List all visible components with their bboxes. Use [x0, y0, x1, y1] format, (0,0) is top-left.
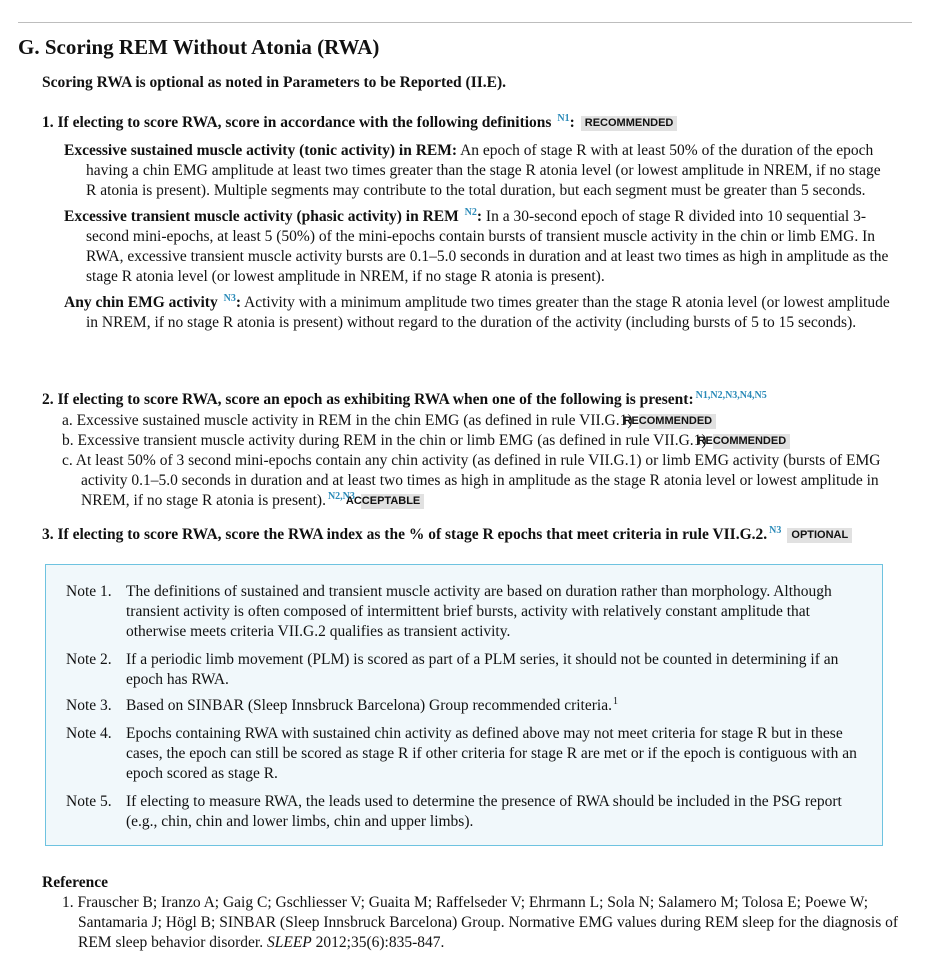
rule-1-heading: 1. If electing to score RWA, score in accordance with the following definitions $^{N1}$: RECOMMENDED: [42, 113, 677, 133]
definition-text: In a 30-second epoch of stage R divided into 10 sequential 3-second mini-epochs, at least 5 (50%) of the mini-epochs contain bursts of transient muscle activity in the chin or limb EMG. In RWA, excessive transient muscle activity bursts are 0.1–5.0 seconds in duration and at least two times as high in amplitude as the stage R atonia level (or lowest amplitude in NREM, if no stage R atonia is present).: [86, 208, 889, 285]
definition-transient-activity: Excessive transient muscle activity (phasic activity) in REM $^{N2}$: In a 30-second epoch of stage R divided into 10 sequential 3-second mini-epochs, at least 5 (50%) of the mini-epochs contain bursts of transient muscle activity in the chin or limb EMG. In RWA, excessive transient muscle activity bursts are 0.1–5.0 seconds in duration and at least two times as high in amplitude as the stage R atonia level (or lowest amplitude in NREM, if no stage R atonia is present).: [64, 206, 889, 285]
rule-1-heading-text: 1. If electing to score RWA, score in accordance with the following definitions: [42, 114, 552, 131]
definition-note-ref[interactable]: N2: [464, 206, 477, 218]
definition-sustained-activity: [64, 141, 894, 201]
definition-text: An epoch of stage R with at least 50% of the duration of the epoch having a chin EMG amplitude at least two times greater than the stage R atonia level (or lowest amplitude in NREM, if no stage R atonia is present). Multiple segments may contribute to the total duration, but each segment must be greater than 5 seconds.: [86, 142, 881, 199]
note-5: [66, 792, 866, 832]
rule-1-note-ref[interactable]: N1: [557, 112, 570, 124]
criteria-item-b: b. Excessive transient muscle activity during REM in the chin or limb EMG (as defined in rule VII.G.1)RECOMMENDED: [62, 431, 914, 451]
note-1: [66, 582, 866, 642]
note-text: Epochs containing RWA with sustained chin activity as defined above may not meet criteria for stage R but in these cases, the epoch can still be scored as stage R if other criteria for stage R are met or if the epoch is contiguous with an epoch scored as stage R.: [126, 725, 857, 782]
note-label: Note 3.: [66, 697, 112, 714]
note-text: If a periodic limb movement (PLM) is scored as part of a PLM series, it should not be counted in determining if an epoch has RWA.: [126, 651, 839, 688]
reference-list: [62, 893, 912, 953]
note-4: [66, 724, 866, 784]
definition-term: Excessive sustained muscle activity (tonic activity) in REM:: [64, 142, 458, 159]
journal-name: SLEEP: [266, 934, 312, 951]
definition-chin-emg-activity: Any chin EMG activity $^{N3}$: Activity with a minimum amplitude two times greater than the stage R atonia level (or lowest amplitude in NREM, if no stage R atonia is present) without regard to the duration of the activity (including bursts of 5 to 15 seconds).: [64, 292, 890, 331]
note-3: [66, 696, 866, 716]
criteria-item-c: c. At least 50% of 3 second mini-epochs contain any chin activity (as defined in rule VII.G.1) or limb EMG activity (bursts of EMG activity 0.1–5.0 seconds in duration and at least two times as high in amplitude as the stage R atonia level or lowest amplitude in NREM, if no stage R atonia is present). $^{N2,N3}$ACCEPTABLE: [62, 452, 881, 509]
definition-note-ref[interactable]: N3: [223, 292, 236, 304]
top-divider: [18, 22, 912, 23]
note-text: If electing to measure RWA, the leads used to determine the presence of RWA should be included in the PSG report (e.g., chin, chin and lower limbs, chin and upper limbs).: [126, 793, 842, 830]
optional-badge: OPTIONAL: [787, 528, 852, 543]
note-label: Note 1.: [66, 583, 112, 600]
note-label: Note 5.: [66, 793, 112, 810]
note-2: [66, 650, 866, 690]
rule-2-heading-text: 2. If electing to score RWA, score an epoch as exhibiting RWA when one of the following is present:: [42, 391, 694, 408]
recommended-badge: RECOMMENDED: [639, 414, 717, 429]
acceptable-badge: ACCEPTABLE: [361, 494, 424, 509]
section-title: G. Scoring REM Without Atonia (RWA): [18, 35, 380, 59]
citation-ref[interactable]: 1: [612, 695, 618, 707]
rule-3-note-ref[interactable]: N3: [769, 524, 782, 536]
definition-text: Activity with a minimum amplitude two times greater than the stage R atonia level (or lowest amplitude in NREM, if no stage R atonia is present) without regard to the duration of the activity (including bursts of 5 to 15 seconds).: [86, 294, 890, 331]
reference-heading: Reference: [42, 874, 108, 891]
note-text: The definitions of sustained and transient muscle activity are based on duration rather than morphology. Although transient activity is often composed of intermittent brief bursts, activity with relatively constant amplitude that otherwise meets criteria VII.G.2 qualifies as transient activity.: [126, 583, 832, 640]
definition-term: Any chin EMG activity: [64, 294, 218, 311]
notes-box: [45, 564, 883, 846]
rule-1-definitions: [64, 141, 894, 339]
rule-3-heading: [42, 525, 852, 545]
rule-2-note-refs[interactable]: N1,N2,N3,N4,N5: [695, 389, 767, 401]
note-label: Note 2.: [66, 651, 112, 668]
recommended-badge: RECOMMENDED: [581, 116, 678, 131]
criteria-item-a: a. Excessive sustained muscle activity in REM in the chin EMG (as defined in rule VII.G.1)RECOMMENDED: [62, 411, 914, 431]
rule-3-heading-text: 3. If electing to score RWA, score the RWA index as the % of stage R epochs that meet criteria in rule VII.G.2.: [42, 526, 768, 543]
note-text: Based on SINBAR (Sleep Innsbruck Barcelona) Group recommended criteria.: [126, 697, 612, 714]
rule-2-heading: [42, 390, 767, 410]
intro-text: Scoring RWA is optional as noted in Parameters to be Reported (II.E).: [42, 74, 507, 91]
rule-2-criteria-list: [62, 411, 914, 511]
criteria-note-refs[interactable]: N2,N3: [327, 490, 355, 502]
definition-term: Excessive transient muscle activity (phasic activity) in REM: [64, 208, 459, 225]
note-label: Note 4.: [66, 725, 112, 742]
recommended-badge: RECOMMENDED: [713, 434, 791, 449]
reference-item: 1. Frauscher B; Iranzo A; Gaig C; Gschliesser V; Guaita M; Raffelseder V; Ehrmann L; Sola N; Salamero M; Tolosa E; Poewe W; Santamaria J; Högl B; SINBAR (Sleep Innsbruck Barcelona) Group. Normative EMG values during REM sleep for the diagnosis of REM sleep behavior disorder. SLEEP 2012;35(6):835-847.: [62, 894, 899, 951]
